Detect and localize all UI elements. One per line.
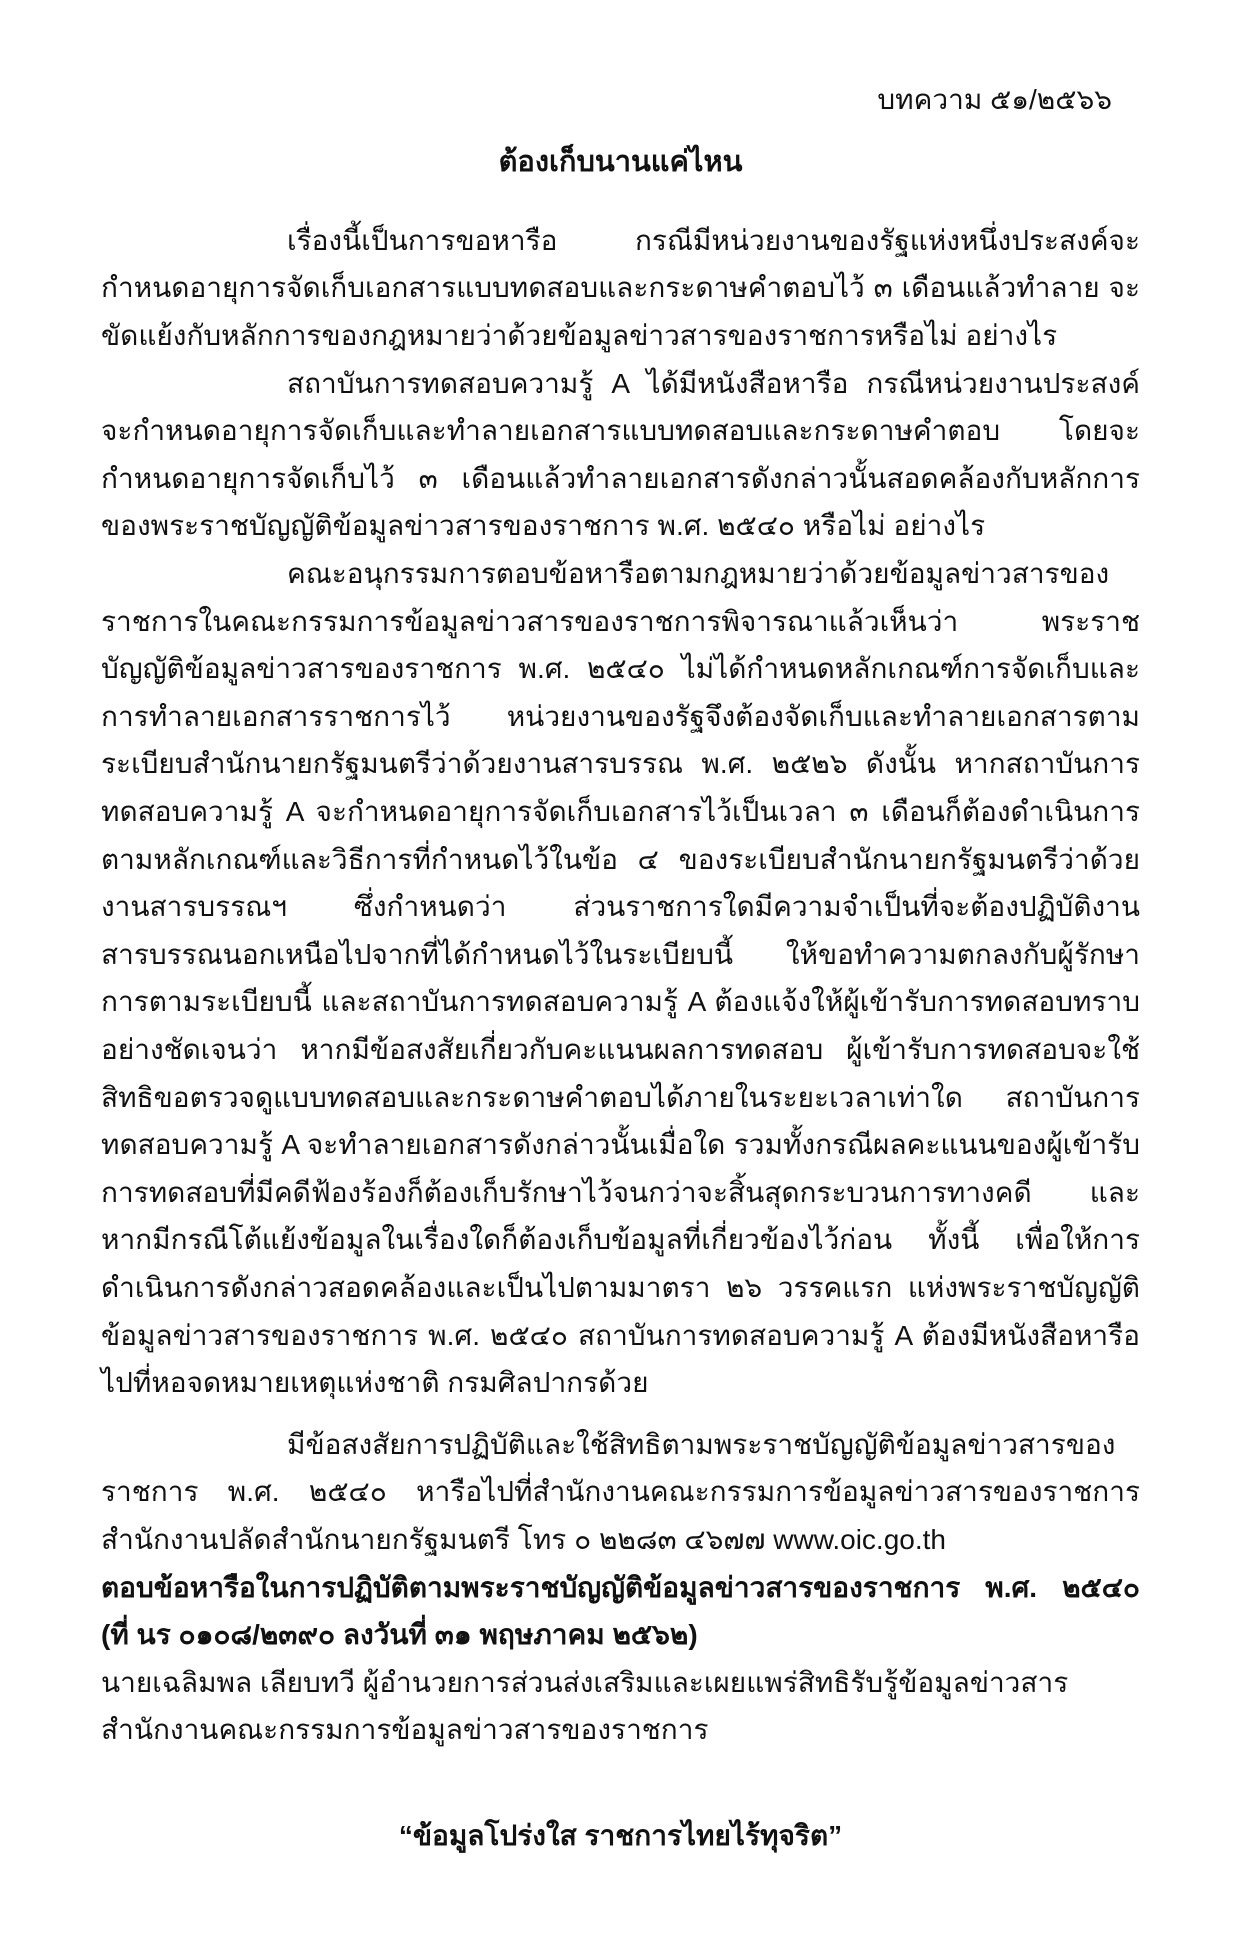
article-number: บทความ ๕๑/๒๕๖๖ — [877, 84, 1112, 115]
footer-quote: “ข้อมูลโปร่งใส ราชการไทยไร้ทุจริต” — [398, 1819, 843, 1851]
page-title: ต้องเก็บนานแค่ไหน — [498, 145, 743, 178]
paragraph-reference: ตอบข้อหารือในการปฏิบัติตามพระราชบัญญัติข้อมูลข่าวสารของราชการ พ.ศ. ๒๕๔๐ (ที่ นร ๐๑๐๘/๒๓๙๐ ลงวันที่ ๓๑ พฤษภาคม ๒๕๖๒) — [101, 1571, 1140, 1651]
paragraph-contact-info: มีข้อสงสัยการปฏิบัติและใช้สิทธิตามพระราชบัญญัติข้อมูลข่าวสารของราชการ พ.ศ. ๒๕๔๐ หารือไปที่สำนักงานคณะกรรมการข้อมูลข่าวสารของราชการ สำนักงานปลัดสำนักนายกรัฐมนตรี โทร ๐ ๒๒๘๓ ๔๖๗๗ www.oic.go.th — [101, 1428, 1140, 1555]
paragraph-author: นายเฉลิมพล เลียบทวี ผู้อำนวยการส่วนส่งเสริมและเผยแพร่สิทธิรับรู้ข้อมูลข่าวสาร สำนักงานคณะกรรมการข้อมูลข่าวสารของราชการ — [101, 1666, 1069, 1746]
paragraph-inquiry: สถาบันการทดสอบความรู้ A ได้มีหนังสือหารือ กรณีหน่วยงานประสงค์จะกำหนดอายุการจัดเก็บและทำลายเอกสารแบบทดสอบและกระดาษคำตอบ โดยจะกำหนดอายุการจัดเก็บไว้ ๓ เดือนแล้วทำลายเอกสารดังกล่าวนั้นสอดคล้องกับหลักการของพระราชบัญญัติข้อมูลข่าวสารของราชการ พ.ศ. ๒๕๔๐ หรือไม่ อย่างไร — [101, 367, 1140, 542]
paragraph-question: เรื่องนี้เป็นการขอหารือ กรณีมีหน่วยงานของรัฐแห่งหนึ่งประสงค์จะกำหนดอายุการจัดเก็บเอกสารแบบทดสอบและกระดาษคำตอบไว้ ๓ เดือนแล้วทำลาย จะขัดแย้งกับหลักการของกฎหมายว่าด้วยข้อมูลข่าวสารของราชการหรือไม่ อย่างไร — [101, 224, 1140, 352]
paragraph-committee-opinion: คณะอนุกรรมการตอบข้อหารือตามกฎหมายว่าด้วยข้อมูลข่าวสารของราชการในคณะกรรมการข้อมูลข่าวสารของราชการพิจารณาแล้วเห็นว่า พระราชบัญญัติข้อมูลข่าวสารของราชการ พ.ศ. ๒๕๔๐ ไม่ได้กำหนดหลักเกณฑ์การจัดเก็บและการทำลายเอกสารราชการไว้ หน่วยงานของรัฐจึงต้องจัดเก็บและทำลายเอกสารตามระเบียบสำนักนายกรัฐมนตรีว่าด้วยงานสารบรรณ พ.ศ. ๒๕๒๖ ดังนั้น หากสถาบันการทดสอบความรู้ A จะกำหนดอายุการจัดเก็บเอกสารไว้เป็นเวลา ๓ เดือนก็ต้องดำเนินการตามหลักเกณฑ์และวิธีการที่กำหนดไว้ในข้อ ๔ ของระเบียบสำนักนายกรัฐมนตรีว่าด้วยงานสารบรรณฯ ซึ่งกำหนดว่า ส่วนราชการใดมีความจำเป็นที่จะต้องปฏิบัติงานสารบรรณนอกเหนือไปจากที่ได้กำหนดไว้ในระเบียบนี้ ให้ขอทำความตกลงกับผู้รักษาการตามระเบียบนี้ และสถาบันการทดสอบความรู้ A ต้องแจ้งให้ผู้เข้ารับการทดสอบทราบอย่างชัดเจนว่า หากมีข้อสงสัยเกี่ยวกับคะแนนผลการทดสอบ ผู้เข้ารับการทดสอบจะใช้สิทธิขอตรวจดูแบบทดสอบและกระดาษคำตอบได้ภายในระยะเวลาเท่าใด สถาบันการทดสอบความรู้ A จะทำลายเอกสารดังกล่าวนั้นเมื่อใด รวมทั้งกรณีผลคะแนนของผู้เข้ารับการทดสอบที่มีคดีฟ้องร้องก็ต้องเก็บรักษาไว้จนกว่าจะสิ้นสุดกระบวนการทางคดี และหากมีกรณีโต้แย้งข้อมูลในเรื่องใดก็ต้องเก็บข้อมูลที่เกี่ยวข้องไว้ก่อน ทั้งนี้ เพื่อให้การดำเนินการดังกล่าวสอดคล้องและเป็นไปตามมาตรา ๒๖ วรรคแรก แห่งพระราชบัญญัติข้อมูลข่าวสารของราชการ พ.ศ. ๒๕๔๐ สถาบันการทดสอบความรู้ A ต้องมีหนังสือหารือไปที่หอจดหมายเหตุแห่งชาติ กรมศิลปากรด้วย — [101, 558, 1140, 1399]
